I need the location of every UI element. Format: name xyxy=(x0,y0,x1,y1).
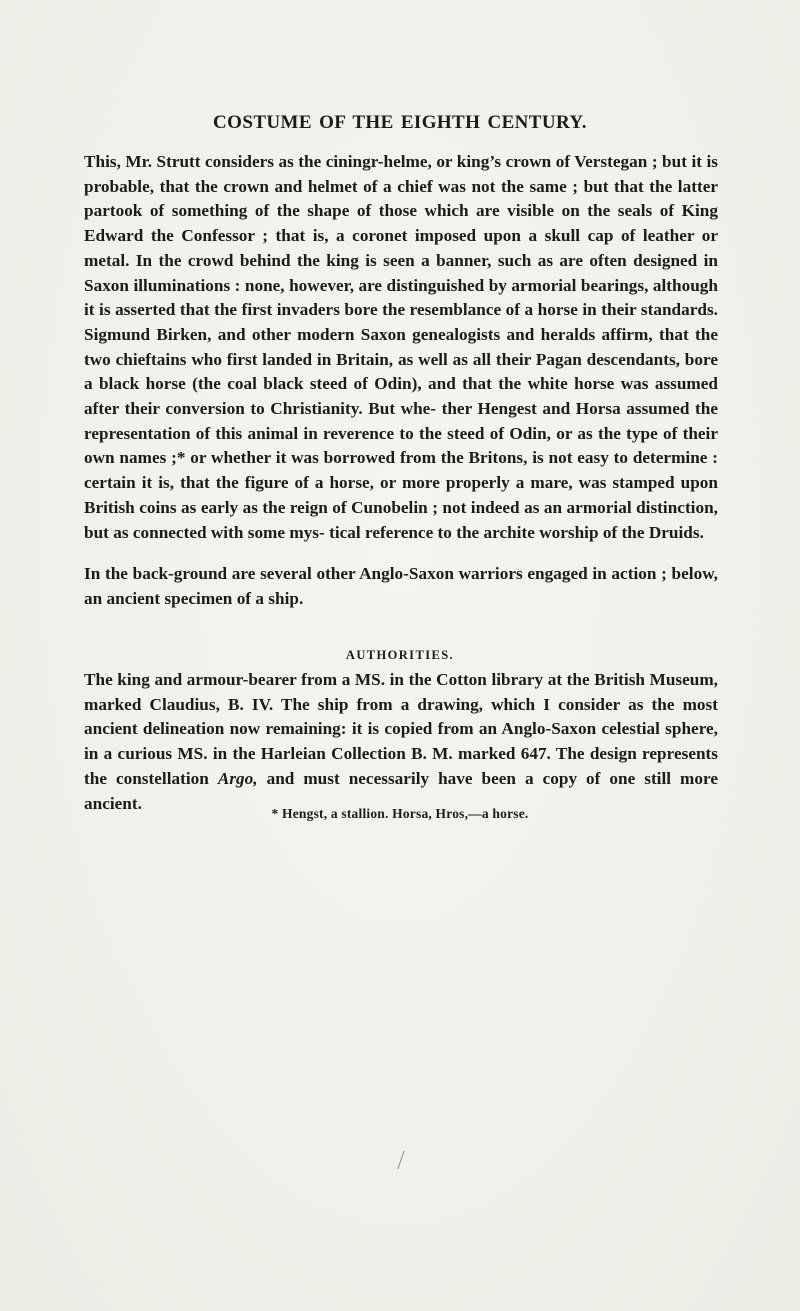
pencil-mark xyxy=(395,1150,407,1170)
page-heading: COSTUME OF THE EIGHTH CENTURY. xyxy=(213,112,587,133)
paragraph-1-text: This, Mr. Strutt considers as the ciningr-helme, or king’s crown of Verstegan ; but it is probable, that the crown and helmet of a chief was not the same ; but that the latter partook of something of the shape of those which are visible on the seals of King Edward the Confessor ; that is, a coronet imposed upon a skull cap of leather or metal. In the crowd behind the king is seen a banner, such as are often designed in Saxon illuminations : none, however, are distinguished by armorial bearings, although it is asserted that the first invaders bore the resemblance of a horse in their standards. Sigmund Birken, and other modern Saxon genealogists and heralds affirm, that the two chieftains who first landed in Britain, as well as all their Pagan descendants, bore a black horse (the coal black steed of Odin), and that the white horse was assumed after their conversion to Christianity. But whe- ther Hengest and Horsa assumed the representation of this animal in reverence to the steed of Odin, or as the type of their own names ;* or whether it was borrowed from the Britons, is not easy to determine : certain it is, that the figure of a horse, or more properly a mare, was stamped upon British coins as early as the reign of Cunobelin ; not indeed as an armorial distinction, but as connected with some mys- tical reference to the archite worship of the Druids. xyxy=(84,152,718,542)
paragraph-3-text xyxy=(84,668,718,816)
argo-italic: Argo, xyxy=(217,768,258,788)
body-paragraph-2 xyxy=(84,562,718,611)
body-paragraph-1 xyxy=(84,150,718,545)
authorities-heading: AUTHORITIES. xyxy=(345,648,455,662)
paragraph-2-text: In the back-ground are several other Anglo-Saxon warriors engaged in action ; below, an ancient specimen of a ship. xyxy=(84,564,718,608)
authorities-paragraph xyxy=(84,668,718,816)
footnote: * Hengst, a stallion. Horsa, Hros,—a horse. xyxy=(271,806,529,821)
paragraph-3-part-2: and must necessarily have been a copy of one still more ancient. xyxy=(84,768,718,813)
paragraph-3-part-1: The king and armour-bearer from a MS. in the Cotton library at the British Museum, marked Claudius, B. IV. The ship from a drawing, which I consider as the most ancient delineation now remaining: it is copied from an Anglo-Saxon celestial sphere, in a curious MS. in the Harleian Collection B. M. marked 647. The design represents the constellation xyxy=(84,670,718,788)
